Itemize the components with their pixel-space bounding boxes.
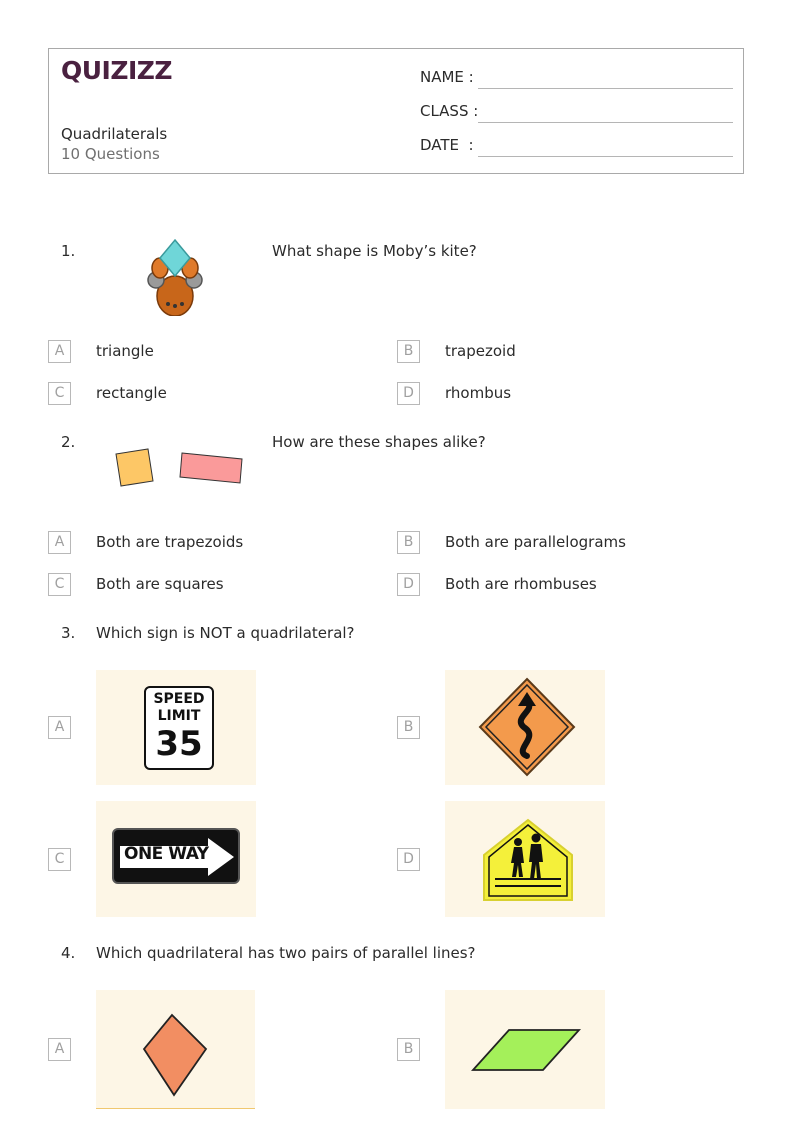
q1-option-d-text[interactable]: rhombus <box>445 384 512 402</box>
q4-option-b-image[interactable] <box>445 990 605 1109</box>
q3-option-a-image[interactable] <box>96 670 256 785</box>
q1-option-b-text[interactable]: trapezoid <box>445 342 516 360</box>
q2-option-b-text[interactable]: Both are parallelograms <box>445 533 626 551</box>
date-field[interactable] <box>478 156 733 157</box>
q2-option-c-text[interactable]: Both are squares <box>96 575 224 593</box>
q3-option-c-letter[interactable]: C <box>48 848 71 871</box>
q4-option-a-letter[interactable]: A <box>48 1038 71 1061</box>
date-label: DATE : <box>420 136 474 154</box>
q4-option-a-image[interactable] <box>96 990 255 1109</box>
question-4-text: Which quadrilateral has two pairs of parallel lines? <box>96 944 476 962</box>
q3-option-b-letter[interactable]: B <box>397 716 420 739</box>
question-count: 10 Questions <box>61 145 160 163</box>
name-label: NAME : <box>420 68 474 86</box>
question-1-number: 1. <box>61 242 76 260</box>
speed-limit-number: 35 <box>155 724 203 764</box>
name-field[interactable] <box>478 88 733 89</box>
q2-option-a-letter[interactable]: A <box>48 531 71 554</box>
q1-option-b-letter[interactable]: B <box>397 340 420 363</box>
q3-option-b-image[interactable] <box>445 670 605 785</box>
question-3-text: Which sign is NOT a quadrilateral? <box>96 624 355 642</box>
q1-option-c-letter[interactable]: C <box>48 382 71 405</box>
green-parallelogram-icon <box>471 1026 583 1074</box>
question-2-number: 2. <box>61 433 76 451</box>
orange-kite-shape-icon <box>140 1012 210 1098</box>
q1-option-a-letter[interactable]: A <box>48 340 71 363</box>
speed-limit-line1: SPEED <box>153 691 205 707</box>
q4-option-b-letter[interactable]: B <box>397 1038 420 1061</box>
q1-option-c-text[interactable]: rectangle <box>96 384 167 402</box>
q2-option-c-letter[interactable]: C <box>48 573 71 596</box>
q2-option-a-text[interactable]: Both are trapezoids <box>96 533 244 551</box>
one-way-text: ONE WAY <box>124 844 209 864</box>
two-quadrilaterals-icon <box>112 445 248 493</box>
one-way-sign <box>112 828 240 884</box>
q2-option-d-letter[interactable]: D <box>397 573 420 596</box>
q3-option-d-letter[interactable]: D <box>397 848 420 871</box>
q2-option-d-text[interactable]: Both are rhombuses <box>445 575 597 593</box>
robot-kite-icon <box>140 236 210 316</box>
quizizz-logo: QUIZIZZ <box>61 56 173 85</box>
question-4-number: 4. <box>61 944 76 962</box>
q3-option-c-image[interactable] <box>96 801 256 917</box>
q3-option-d-image[interactable] <box>445 801 605 917</box>
worksheet-title: Quadrilaterals <box>61 125 168 143</box>
q3-option-a-letter[interactable]: A <box>48 716 71 739</box>
winding-road-sign-icon <box>477 676 577 778</box>
question-3-number: 3. <box>61 624 76 642</box>
question-2-text: How are these shapes alike? <box>272 433 486 451</box>
q1-option-d-letter[interactable]: D <box>397 382 420 405</box>
school-crossing-sign-icon <box>481 817 575 903</box>
class-label: CLASS : <box>420 102 479 120</box>
speed-limit-sign <box>144 686 214 770</box>
q1-option-a-text[interactable]: triangle <box>96 342 154 360</box>
class-field[interactable] <box>478 122 733 123</box>
question-1-text: What shape is Moby’s kite? <box>272 242 477 260</box>
q2-option-b-letter[interactable]: B <box>397 531 420 554</box>
speed-limit-line2: LIMIT <box>157 708 201 724</box>
